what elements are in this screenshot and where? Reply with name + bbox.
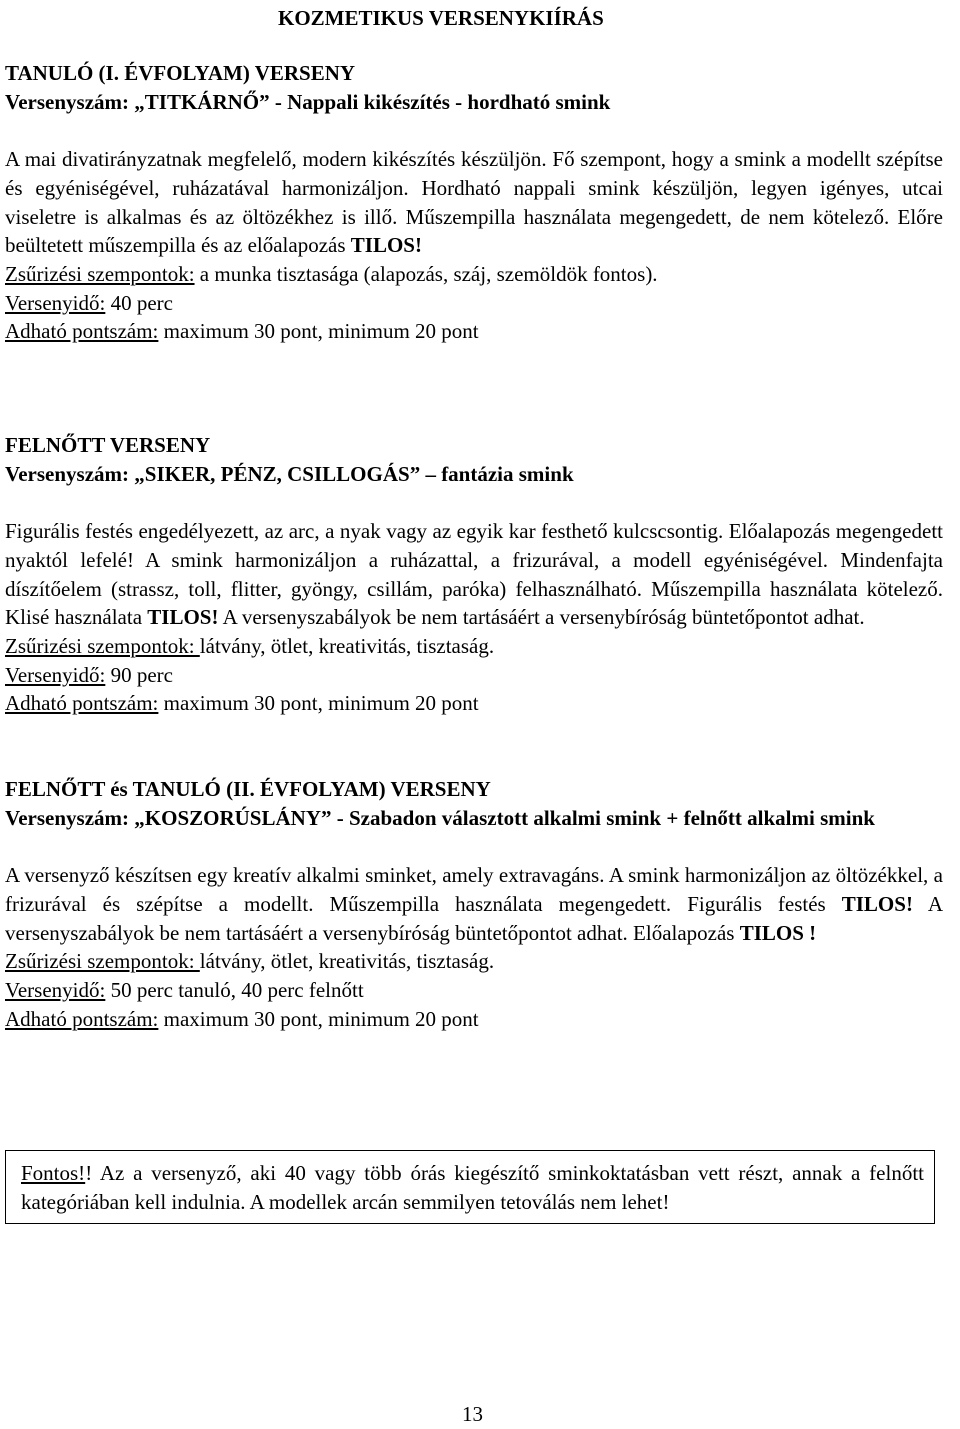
important-notice-box: [5, 1150, 935, 1224]
criteria-value: látvány, ötlet, kreativitás, tisztaság.: [199, 633, 495, 658]
prohibited-text: TILOS!: [147, 605, 219, 630]
section-heading: TANULÓ (I. ÉVFOLYAM) VERSENY: [5, 61, 356, 85]
section-description: [5, 517, 943, 632]
event-name: „KOSZORÚSLÁNY” - Szabadon választott alkalmi smink + felnőtt alkalmi smink: [134, 805, 875, 830]
event-label: Versenyszám:: [5, 89, 130, 114]
points-value: maximum 30 pont, minimum 20 pont: [158, 319, 479, 344]
time-value: 40 perc: [105, 290, 173, 315]
criteria-label: Zsűrizési szempontok:: [5, 261, 195, 286]
section-student-1: [5, 59, 943, 346]
time-line: [5, 976, 943, 1005]
prohibited-text: TILOS!: [841, 891, 913, 916]
page-number: 13: [462, 1402, 483, 1426]
points-label: Adható pontszám:: [5, 319, 159, 344]
points-line: [5, 1005, 943, 1034]
document-title: KOZMETIKUS VERSENYKIÍRÁS: [278, 6, 604, 30]
section-heading: FELNŐTT és TANULÓ (II. ÉVFOLYAM) VERSENY: [5, 777, 491, 801]
points-value: maximum 30 pont, minimum 20 pont: [158, 1006, 479, 1031]
criteria-line: [5, 260, 943, 289]
points-value: maximum 30 pont, minimum 20 pont: [158, 691, 479, 716]
description-text-2: A versenyszabályok be nem tartásáért a versenybíróság büntetőpontot adhat.: [218, 605, 865, 630]
description-text: A versenyző készítsen egy kreatív alkalmi sminket, amely extravagáns. A smink harmonizáljon az öltözékkel, a frizurával és szépítse a modellt. Műszempilla használata megengedett. Figurális festés: [5, 863, 943, 916]
event-title: [5, 460, 943, 489]
criteria-line: [5, 632, 943, 661]
points-label: Adható pontszám:: [5, 1006, 159, 1031]
event-label: Versenyszám:: [5, 805, 130, 830]
notice-text: ! Az a versenyző, aki 40 vagy több órás kiegészítő sminkoktatásban vett részt, annak a felnőtt kategóriában kell indulnia. A modellek arcán semmilyen tetoválás nem lehet!: [21, 1161, 924, 1214]
time-line: [5, 289, 943, 318]
description-text-2: A versenyszabályok be nem tartásáért a versenybíróság büntetőpontot adhat. Előalapozás: [5, 891, 943, 945]
criteria-value: a munka tisztasága (alapozás, száj, szemöldök fontos).: [194, 261, 658, 286]
time-label: Versenyidő:: [5, 662, 106, 687]
section-adult: [5, 431, 943, 718]
time-line: [5, 661, 943, 690]
event-title: [5, 804, 943, 833]
description-text: A mai divatirányzatnak megfelelő, modern kikészítés készüljön. Fő szempont, hogy a smink a modellt szépítse és egyéniségével, ruházatával harmonizáljon. Hordható nappali smink készüljön, legyen igényes, utcai viseletre is alkalmas és az öltözékhez is illő. Műszempilla használata megengedett, de nem kötelező. Előre beültetett műszempilla és az előalapozás: [5, 147, 943, 258]
event-label: Versenyszám:: [5, 461, 130, 486]
time-value: 90 perc: [105, 662, 173, 687]
criteria-value: látvány, ötlet, kreativitás, tisztaság.: [199, 949, 495, 974]
criteria-label: Zsűrizési szempontok:: [5, 633, 200, 658]
notice-label: Fontos!: [21, 1161, 86, 1185]
event-title: [5, 88, 943, 117]
event-name: „TITKÁRNŐ” - Nappali kikészítés - hordható smink: [134, 89, 611, 114]
time-value: 50 perc tanuló, 40 perc felnőtt: [105, 977, 364, 1002]
description-text: Figurális festés engedélyezett, az arc, a nyak vagy az egyik kar festhető kulcscsontig. Előalapozás megengedett nyaktól lefelé! A smink harmonizáljon a ruházattal, a frizurával, a modell egyéniségével. Mindenfajta díszítőelem (strassz, toll, flitter, gyöngy, csillám, paróka) felhasználható. Műszempilla használata kötelező. Klisé használata: [5, 519, 943, 630]
criteria-label: Zsűrizési szempontok:: [5, 949, 200, 974]
prohibited-text-2: TILOS !: [739, 920, 817, 945]
points-line: [5, 689, 943, 718]
prohibited-text: TILOS!: [350, 233, 422, 258]
criteria-line: [5, 947, 943, 976]
points-line: [5, 317, 943, 346]
time-label: Versenyidő:: [5, 290, 106, 315]
time-label: Versenyidő:: [5, 977, 106, 1002]
event-name: „SIKER, PÉNZ, CSILLOGÁS” – fantázia smink: [134, 461, 574, 486]
section-description: [5, 145, 943, 260]
section-heading: FELNŐTT VERSENY: [5, 433, 211, 457]
section-description: [5, 861, 943, 947]
section-adult-student-2: [5, 775, 943, 1033]
points-label: Adható pontszám:: [5, 691, 159, 716]
